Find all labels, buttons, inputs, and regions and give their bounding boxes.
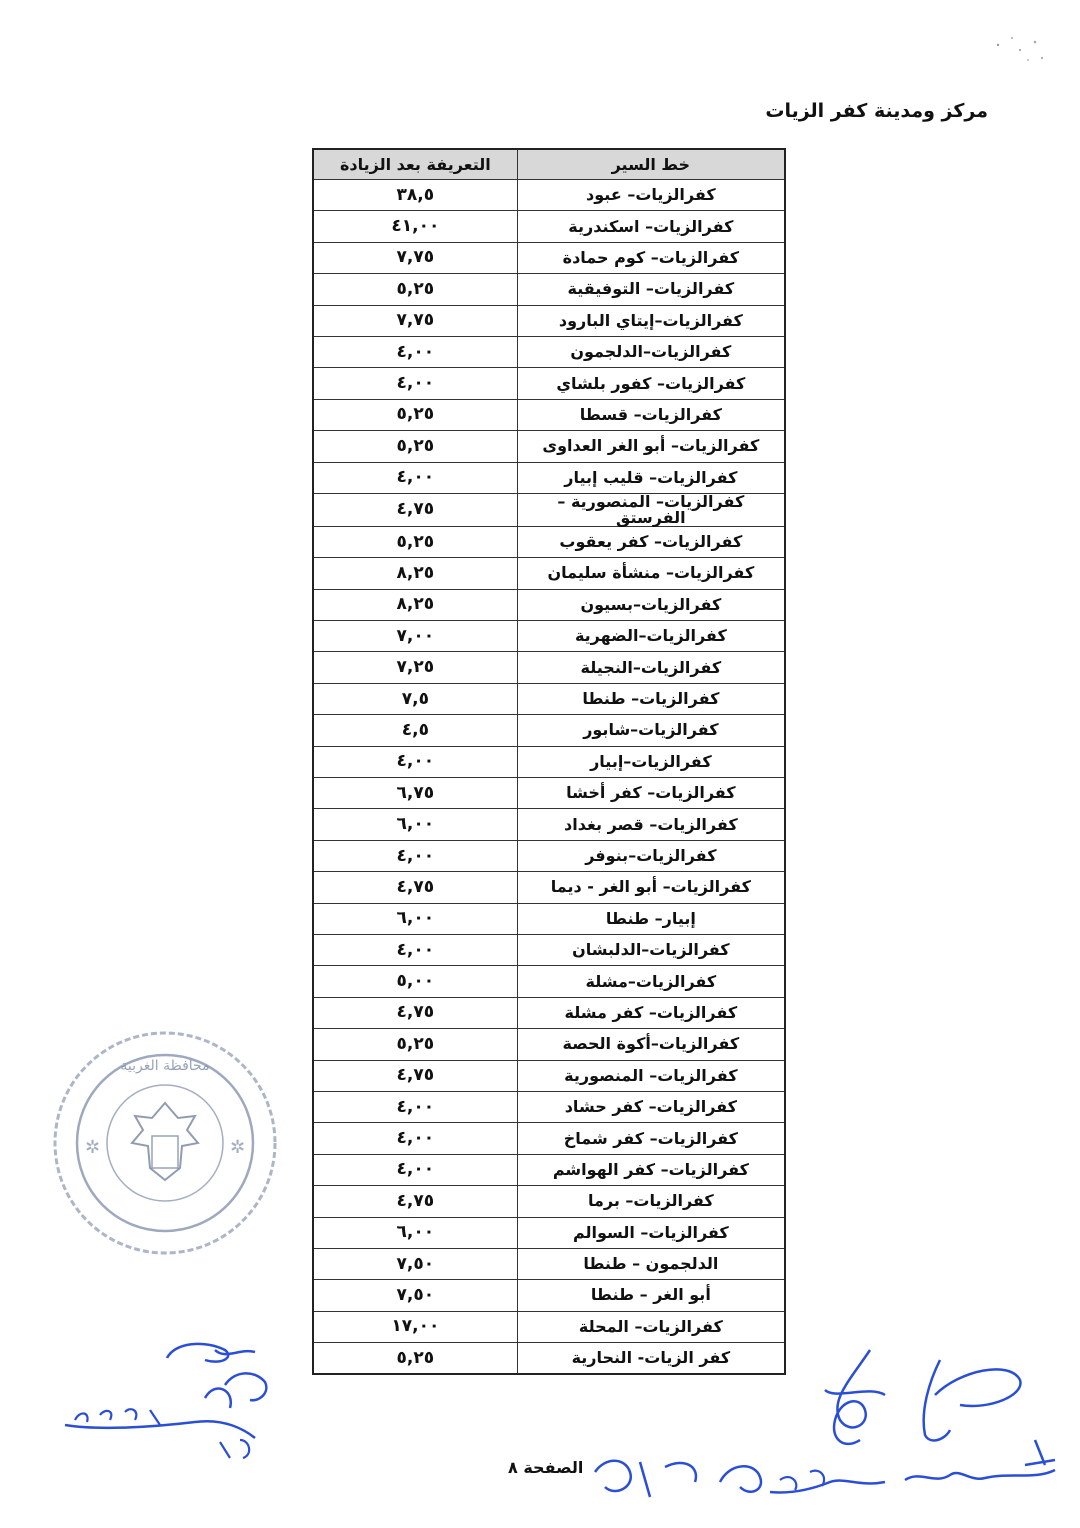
route-cell: كفرالزيات– طنطا <box>517 683 785 714</box>
fare-cell: ٥,٢٥ <box>313 526 517 557</box>
route-cell: الدلجمون – طنطا <box>517 1248 785 1279</box>
tariff-table <box>312 148 786 1375</box>
fare-cell: ٤,٠٠ <box>313 462 517 493</box>
table-row <box>313 526 785 557</box>
table-row <box>313 558 785 589</box>
fare-cell: ٥,٢٥ <box>313 274 517 305</box>
table-row <box>313 1311 785 1342</box>
fare-cell: ٧,٧٥ <box>313 242 517 273</box>
fare-cell: ٤,٠٠ <box>313 336 517 367</box>
route-cell: أبو الغر – طنطا <box>517 1280 785 1311</box>
table-row <box>313 493 785 526</box>
table-row <box>313 934 785 965</box>
table-row <box>313 462 785 493</box>
table-row <box>313 1091 785 1122</box>
route-cell: كفرالزيات– عبود <box>517 180 785 211</box>
fare-cell: ٤,٠٠ <box>313 368 517 399</box>
table-row <box>313 621 785 652</box>
route-cell: كفرالزيات–إبيار <box>517 746 785 777</box>
column-header-fare: التعريفة بعد الزيادة <box>313 149 517 180</box>
table-row <box>313 872 785 903</box>
svg-text:✲: ✲ <box>230 1137 246 1158</box>
route-cell: كفرالزيات–النجيلة <box>517 652 785 683</box>
table-row <box>313 1029 785 1060</box>
route-cell: كفرالزيات– المنصورية <box>517 1060 785 1091</box>
route-cell: كفرالزيات– برما <box>517 1186 785 1217</box>
page-title: مركز ومدينة كفر الزيات <box>765 100 988 122</box>
official-stamp <box>40 1018 290 1268</box>
signature-bottom <box>590 1442 890 1512</box>
route-cell: كفرالزيات– كفر يعقوب <box>517 526 785 557</box>
fare-cell: ٥,٢٥ <box>313 431 517 462</box>
table-row <box>313 746 785 777</box>
route-cell: كفرالزيات– كفور بلشاي <box>517 368 785 399</box>
route-cell: كفرالزيات–الضهرية <box>517 621 785 652</box>
fare-cell: ٥,٢٥ <box>313 1343 517 1375</box>
scan-noise <box>990 30 1050 70</box>
route-cell: كفرالزيات– قليب إبيار <box>517 462 785 493</box>
table-row <box>313 211 785 242</box>
column-header-route: خط السير <box>517 149 785 180</box>
fare-cell: ٤,٠٠ <box>313 1091 517 1122</box>
fare-cell: ٦,٧٥ <box>313 778 517 809</box>
table-row <box>313 399 785 430</box>
table-row <box>313 180 785 211</box>
fare-cell: ٥,٢٥ <box>313 1029 517 1060</box>
route-cell: كفرالزيات–مشلة <box>517 966 785 997</box>
fare-cell: ٤,٠٠ <box>313 934 517 965</box>
fare-cell: ٤,٧٥ <box>313 997 517 1028</box>
fare-cell: ٤,٧٥ <box>313 1060 517 1091</box>
fare-cell: ٦,٠٠ <box>313 1217 517 1248</box>
route-cell: كفرالزيات–إيتاي البارود <box>517 305 785 336</box>
fare-cell: ٤,٧٥ <box>313 872 517 903</box>
route-cell: كفرالزيات– كفر حشاد <box>517 1091 785 1122</box>
fare-cell: ٥,٠٠ <box>313 966 517 997</box>
route-cell: كفرالزيات–بسيون <box>517 589 785 620</box>
fare-cell: ٨,٢٥ <box>313 589 517 620</box>
table-row <box>313 1060 785 1091</box>
svg-text:محافظة الغربية: محافظة الغربية <box>120 1058 210 1074</box>
page-number: الصفحة ٨ <box>508 1458 584 1477</box>
route-cell: كفرالزيات– قصر بغداد <box>517 809 785 840</box>
fare-cell: ٤,٠٠ <box>313 1123 517 1154</box>
fare-cell: ١٧,٠٠ <box>313 1311 517 1342</box>
fare-cell: ٤,٥ <box>313 715 517 746</box>
table-row <box>313 1123 785 1154</box>
route-cell: كفرالزيات– التوفيقية <box>517 274 785 305</box>
route-cell: كفرالزيات– السوالم <box>517 1217 785 1248</box>
table-row <box>313 431 785 462</box>
fare-cell: ٤,٠٠ <box>313 1154 517 1185</box>
table-row <box>313 1343 785 1375</box>
fare-cell: ٧,٠٠ <box>313 621 517 652</box>
table-row <box>313 840 785 871</box>
fare-cell: ٧,٢٥ <box>313 652 517 683</box>
route-cell: كفرالزيات–الدلجمون <box>517 336 785 367</box>
fare-cell: ٦,٠٠ <box>313 903 517 934</box>
table-row <box>313 683 785 714</box>
table-row <box>313 809 785 840</box>
table-header-row <box>313 149 785 180</box>
route-cell: كفرالزيات– كفر أخشا <box>517 778 785 809</box>
table-row <box>313 1186 785 1217</box>
route-cell: كفرالزيات– منشأة سليمان <box>517 558 785 589</box>
table-row <box>313 589 785 620</box>
route-cell: كفرالزيات– اسكندرية <box>517 211 785 242</box>
table-row <box>313 1280 785 1311</box>
route-cell: كفرالزيات– كفر شماخ <box>517 1123 785 1154</box>
route-cell: كفرالزيات–أكوة الحصة <box>517 1029 785 1060</box>
fare-cell: ٨,٢٥ <box>313 558 517 589</box>
route-cell: كفرالزيات– كوم حمادة <box>517 242 785 273</box>
table-body <box>313 180 785 1375</box>
fare-cell: ٤١,٠٠ <box>313 211 517 242</box>
fare-cell: ٥,٢٥ <box>313 399 517 430</box>
table-row <box>313 1154 785 1185</box>
route-cell: كفرالزيات–الدلبشان <box>517 934 785 965</box>
svg-text:✲: ✲ <box>85 1137 101 1158</box>
route-cell: كفرالزيات–شابور <box>517 715 785 746</box>
fare-cell: ٣٨,٥ <box>313 180 517 211</box>
fare-cell: ٧,٥٠ <box>313 1248 517 1279</box>
fare-cell: ٦,٠٠ <box>313 809 517 840</box>
signature-left <box>55 1330 295 1470</box>
route-cell: كفرالزيات– كفر الهواشم <box>517 1154 785 1185</box>
table-row <box>313 242 785 273</box>
route-cell: كفرالزيات–بنوفر <box>517 840 785 871</box>
fare-cell: ٤,٧٥ <box>313 493 517 526</box>
route-cell: كفرالزيات– أبو الغر - ديما <box>517 872 785 903</box>
route-cell: كفرالزيات– كفر مشلة <box>517 997 785 1028</box>
route-cell: كفرالزيات– المحلة <box>517 1311 785 1342</box>
fare-cell: ٧,٧٥ <box>313 305 517 336</box>
route-cell: كفرالزيات– المنصورية –الفرستق <box>517 493 785 526</box>
table-row <box>313 1217 785 1248</box>
fare-cell: ٧,٥٠ <box>313 1280 517 1311</box>
table-row <box>313 778 785 809</box>
table-row <box>313 966 785 997</box>
fare-cell: ٤,٠٠ <box>313 746 517 777</box>
table-row <box>313 1248 785 1279</box>
fare-cell: ٤,٠٠ <box>313 840 517 871</box>
table-row <box>313 336 785 367</box>
route-cell: كفرالزيات– أبو الغر العداوى <box>517 431 785 462</box>
fare-cell: ٤,٧٥ <box>313 1186 517 1217</box>
route-cell: إبيار– طنطا <box>517 903 785 934</box>
route-cell: كفر الزيات- النحارية <box>517 1343 785 1375</box>
table-row <box>313 368 785 399</box>
table-row <box>313 652 785 683</box>
fare-cell: ٧,٥ <box>313 683 517 714</box>
table-row <box>313 274 785 305</box>
table-row <box>313 997 785 1028</box>
route-cell: كفرالزيات– قسطا <box>517 399 785 430</box>
table-row <box>313 305 785 336</box>
table-row <box>313 715 785 746</box>
table-row <box>313 903 785 934</box>
